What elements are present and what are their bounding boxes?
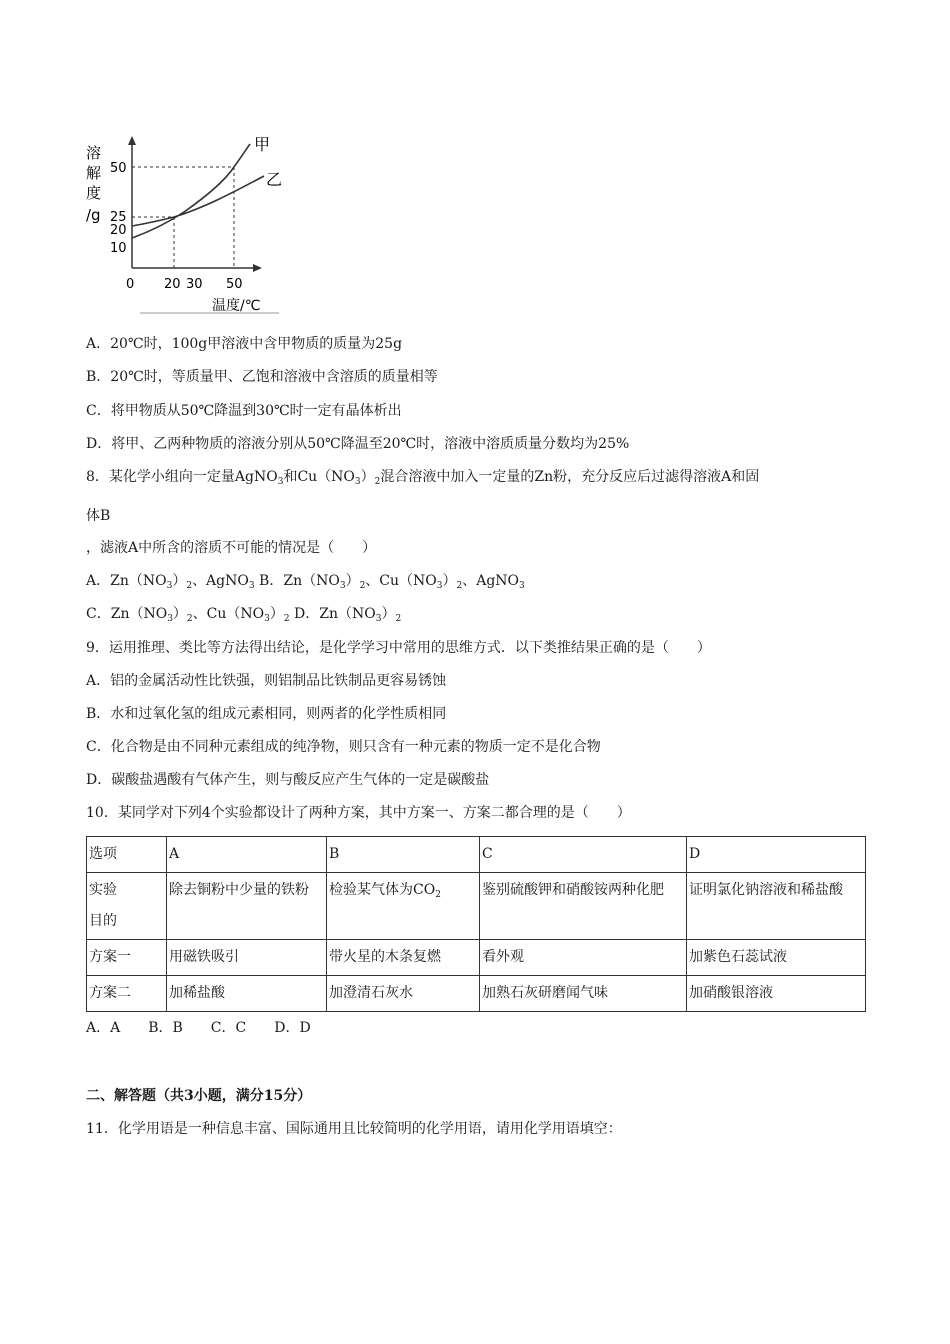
q9-option-d: D．碳酸盐遇酸有气体产生，则与酸反应产生气体的一定是碳酸盐 [86,772,490,788]
q10-options-table [86,836,866,1012]
y-axis-label-char-2: 解 [86,164,102,182]
table-cell: 检验某气体为$CO_2$ [327,873,480,940]
table-row-plan1 [87,940,866,976]
q9-option-c: C．化合物是由不同种元素组成的纯净物，则只含有一种元素的物质一定不是化合物 [86,739,601,755]
solubility-chart [84,130,284,315]
x-tick-50: 50 [226,277,243,292]
y-tick-20: 20 [110,223,127,238]
table-cell: 选项 [87,837,167,873]
section-2-title: 二、解答题（共3小题，满分15分） [86,1088,312,1104]
table-row-plan2 [87,976,866,1012]
table-cell: 实验 目的 [87,873,167,940]
table-cell: A [167,837,327,873]
table-cell: C [480,837,687,873]
q11-stem: 11．化学用语是一种信息丰富、国际通用且比较简明的化学用语，请用化学用语填空： [86,1121,622,1137]
series-label-jia: 甲 [254,135,271,154]
x-axis-label: 温度/℃ [212,298,261,314]
x-tick-0: 0 [126,277,135,292]
q8-options-ab: A．$Zn(NO_3)_2$、AgNO$_3$ B．$Zn(NO_3)_2$、$Cu(NO_3)_2$、AgNO$_3$ [86,573,525,591]
table-cell: B [327,837,480,873]
q9-stem: 9．运用推理、类比等方法得出结论，是化学学习中常用的思维方式．以下类推结果正确的是（ ） [86,640,711,656]
q7-option-d: D．将甲、乙两种物质的溶液分别从50℃降温至20℃时，溶液中溶质质量分数均为25% [86,436,630,452]
x-tick-30: 30 [186,277,203,292]
y-axis-label-char-1: 溶 [86,144,102,162]
table-cell: 方案二 [87,976,167,1012]
table-cell: 加熟石灰研磨闻气味 [480,976,687,1012]
y-tick-50: 50 [110,161,127,176]
q7-option-b: B．20℃时，等质量甲、乙饱和溶液中含溶质的质量相等 [86,369,438,385]
q10-stem: 10．某同学对下列4个实验都设计了两种方案，其中方案一、方案二都合理的是（ ） [86,805,631,821]
q7-option-a: A．20℃时，100g甲溶液中含甲物质的质量为25g [86,336,403,352]
table-cell: D [687,837,866,873]
y-axis-label-char-3: 度 [86,184,102,202]
y-axis-label-char-4: /g [86,206,101,224]
q8-stem-line2: 体B [86,508,111,524]
table-cell: 加澄清石灰水 [327,976,480,1012]
q10-answer-options: A．A B．B C．C D．D [86,1020,311,1036]
table-cell: 加硝酸银溶液 [687,976,866,1012]
table-cell: 鉴别硫酸钾和硝酸铵两种化肥 [480,873,687,940]
series-label-yi: 乙 [266,170,283,189]
q8-options-cd: C．$Zn(NO_3)_2$、$Cu(NO_3)_2$ D．$Zn(NO_3)_2$ [86,606,402,624]
q9-option-b: B．水和过氧化氢的组成元素相同，则两者的化学性质相同 [86,706,447,722]
y-axis-arrow [128,136,136,145]
table-row-purpose [87,873,866,940]
table-cell: 证明氯化钠溶液和稀盐酸 [687,873,866,940]
table-cell: 用磁铁吸引 [167,940,327,976]
q8-stem-line3: ，滤液A中所含的溶质不可能的情况是（ ） [86,540,377,556]
table-header-row [87,837,866,873]
table-cell: 带火星的木条复燃 [327,940,480,976]
table-cell: 加紫色石蕊试液 [687,940,866,976]
table-cell: 看外观 [480,940,687,976]
table-cell: 加稀盐酸 [167,976,327,1012]
y-tick-10: 10 [110,241,127,256]
table-cell: 方案一 [87,940,167,976]
x-axis-arrow [253,264,262,272]
q8-stem-line1: 8．某化学小组向一定量AgNO$_3$和$Cu(NO_3)_2$混合溶液中加入一定量的Zn粉，充分反应后过滤得溶液A和固 [86,469,760,487]
q9-option-a: A．铝的金属活动性比铁强，则铝制品比铁制品更容易锈蚀 [86,673,447,689]
q7-option-c: C．将甲物质从50℃降温到30℃时一定有晶体析出 [86,403,402,419]
x-tick-20: 20 [164,277,181,292]
curve-jia [132,144,250,238]
y-tick-25: 25 [110,210,127,225]
table-cell: 除去铜粉中少量的铁粉 [167,873,327,940]
